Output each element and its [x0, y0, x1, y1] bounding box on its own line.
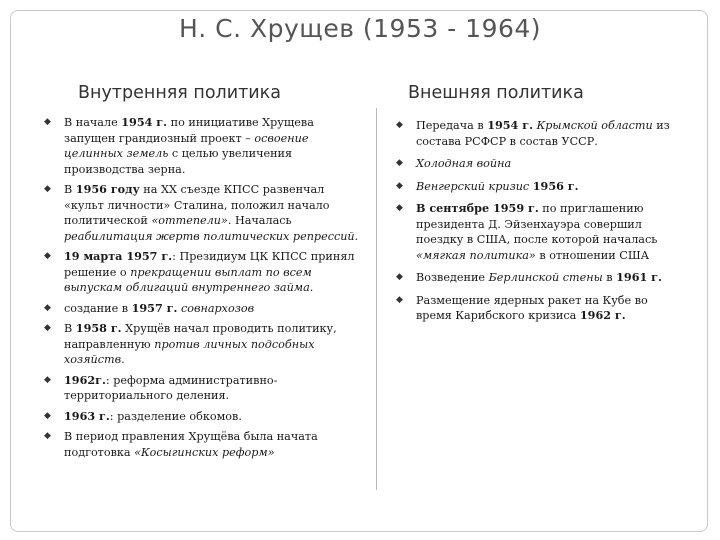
domestic-policy-list	[44, 115, 366, 465]
diamond-bullet-icon: ◆	[396, 158, 403, 168]
list-item-text: Возведение	[416, 271, 489, 284]
list-item-text: 1963 г.	[64, 408, 110, 423]
diamond-bullet-icon: ◆	[396, 294, 403, 305]
list-item-text: : Президиум ЦК КПСС принял решение о	[64, 250, 355, 279]
list-item	[44, 301, 366, 317]
list-item-text: 1957 г.	[131, 300, 178, 315]
list-item-text: В начале	[64, 116, 122, 129]
list-item-text: «мягкая политика»	[416, 248, 536, 262]
diamond-bullet-icon: ◆	[396, 203, 403, 213]
list-item-text: 19 марта 1957 г.	[64, 249, 173, 263]
list-item-text: 1954 г.	[121, 115, 168, 129]
list-item-text: создание в	[64, 301, 132, 315]
list-item-text: 1962г.	[64, 372, 106, 387]
list-item-text: 1956 г.	[532, 178, 579, 193]
list-item	[44, 115, 366, 177]
diamond-bullet-icon: ◆	[44, 302, 51, 313]
diamond-bullet-icon: ◆	[396, 120, 403, 130]
list-item	[44, 409, 366, 425]
list-item-text: реабилитация жертв политических репрессий.	[64, 229, 359, 243]
list-item-text: в	[602, 271, 617, 284]
diamond-bullet-icon: ◆	[44, 117, 51, 127]
list-item-text: прекращении выплат по всем выпускам облигаций внутреннего займа.	[64, 265, 314, 294]
diamond-bullet-icon: ◆	[44, 431, 51, 441]
list-item	[44, 182, 366, 244]
list-item-text: Венгерский кризис	[416, 179, 530, 193]
list-item-text: 1962 г.	[579, 308, 626, 322]
list-item	[44, 373, 366, 404]
list-item-text: В	[64, 183, 76, 196]
list-item-text: Холодная война	[416, 157, 512, 170]
list-item-text: Передача в	[416, 119, 488, 132]
column-divider	[376, 108, 377, 490]
list-item-text: 1956 году	[75, 182, 140, 196]
list-item-text: 1961 г.	[616, 270, 662, 284]
list-item-text: В	[64, 322, 76, 335]
diamond-bullet-icon: ◆	[396, 272, 403, 282]
list-item-text: В сентябре 1959 г.	[416, 201, 539, 215]
foreign-policy-list	[396, 118, 686, 331]
list-item-text: Берлинской стены	[488, 271, 603, 284]
foreign-policy-heading: Внешняя политика	[408, 83, 584, 103]
list-item-text: против личных подсобных хозяйств.	[64, 337, 315, 366]
list-item-text: Хрущёв начал проводить политику, направленную	[64, 322, 337, 351]
list-item-text: «Косыгинских реформ»	[134, 445, 275, 459]
page-title: Н. С. Хрущев (1953 - 1964)	[178, 14, 542, 43]
list-item-text: совнархозов	[180, 301, 255, 315]
diamond-bullet-icon: ◆	[44, 374, 51, 385]
list-item	[396, 201, 686, 263]
list-item-text: «оттепели»	[151, 214, 228, 227]
list-item	[44, 429, 366, 460]
diamond-bullet-icon: ◆	[396, 180, 403, 191]
list-item	[396, 118, 686, 149]
list-item-text: по приглашению президента Д. Эйзенхауэра совершил поездку в США, после которой началась	[416, 202, 658, 246]
list-item-text: в отношении США	[535, 248, 650, 262]
list-item-text: : разделение обкомов.	[109, 409, 242, 423]
diamond-bullet-icon: ◆	[44, 184, 51, 194]
list-item-text: . Началась	[227, 214, 292, 227]
list-item	[396, 270, 686, 286]
list-item	[44, 249, 366, 296]
list-item	[396, 179, 686, 195]
domestic-policy-heading: Внутренняя политика	[78, 83, 281, 103]
list-item-text: освоение целинных земель	[64, 131, 309, 160]
list-item-text: 1958 г.	[75, 321, 122, 335]
list-item-text: В период правления Хрущёва была начата подготовка	[64, 430, 318, 459]
diamond-bullet-icon: ◆	[44, 251, 51, 261]
list-item-text: по инициативе Хрущева запущен грандиозный проект –	[64, 116, 314, 145]
list-item-text: на XX съезде КПСС развенчал «культ личности» Сталина, положил начало политической	[64, 183, 330, 227]
list-item-text: : реформа административно-территориального деления.	[64, 373, 278, 402]
diamond-bullet-icon: ◆	[44, 410, 51, 421]
diamond-bullet-icon: ◆	[44, 323, 51, 333]
list-item-text: с целью увеличения производства зерна.	[64, 147, 293, 176]
list-item	[44, 321, 366, 368]
list-item-text: из состава РСФСР в состав УССР.	[416, 119, 670, 148]
list-item-text: Размещение ядерных ракет на Кубе во время Карибского кризиса	[416, 293, 648, 322]
list-item-text: Крымской области	[536, 119, 653, 132]
list-item	[396, 156, 686, 172]
list-item	[396, 293, 686, 324]
list-item-text: 1954 г.	[487, 118, 533, 132]
